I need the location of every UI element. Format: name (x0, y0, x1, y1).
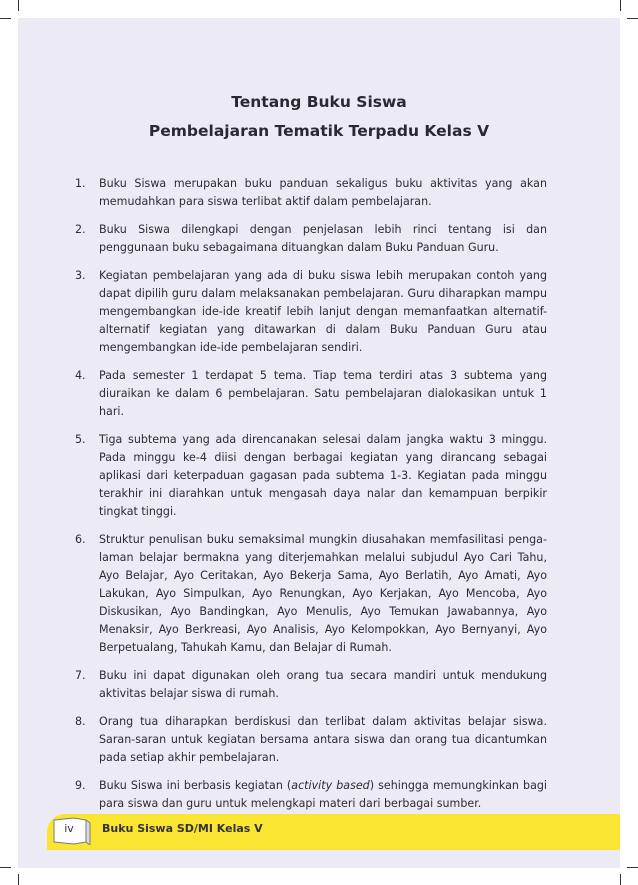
page-title: Tentang Buku Siswa (231, 93, 407, 111)
list-item-number: 9. (75, 779, 86, 792)
crop-mark-bottom-right-h (627, 867, 638, 868)
list-item (75, 777, 547, 813)
list-item (75, 431, 547, 521)
crop-mark-bottom-left-h (0, 867, 11, 868)
list-item-number: 2. (75, 223, 86, 236)
crop-mark-bottom-right-v (620, 874, 621, 885)
list-item-text: Tiga subtema yang ada direncanakan selesai dalam jangka waktu 3 minggu. Pada minggu ke-4 diisi dengan berbagai kegiatan yang dirancang sebagai aplikasi dari keterpaduan gagasan pada subtema 1-3. Kegiatan pada minggu terakhir ini diarahkan untuk mengasah daya nalar dan kemampuan berpikir tingkat tinggi. (99, 433, 547, 518)
crop-mark-top-right-h (627, 18, 638, 19)
list-item (75, 267, 547, 357)
list-item-number: 8. (75, 715, 86, 728)
list-item-text: Buku Siswa merupakan buku panduan sekaligus buku aktivitas yang akan memudahkan para siswa terlibat aktif dalam pembelajaran. (99, 177, 547, 208)
list-item (75, 367, 547, 421)
list-item-text: Struktur penulisan buku semaksimal mungkin diusahakan memfasilitasi penga-laman belajar bermakna yang diterjemahkan melalui subjudul Ayo Cari Tahu, Ayo Belajar, Ayo Ceritakan, Ayo Bekerja Sama, Ayo Berlatih, Ayo Amati, Ayo Lakukan, Ayo Simpulkan, Ayo Renungkan, Ayo Kerjakan, Ayo Mencoba, Ayo Diskusikan, Ayo Bandingkan, Ayo Menulis, Ayo Temukan Jawabannya, Ayo Menaksir, Ayo Berkreasi, Ayo Analisis, Ayo Kelompokkan, Ayo Bernyanyi, Ayo Berpetualang, Tahukah Kamu, dan Belajar di Rumah. (99, 533, 547, 654)
list-item (75, 667, 547, 703)
list-item (75, 531, 547, 657)
list-item-text-after: ) sehingga memungkinkan bagi para siswa dan guru untuk melengkapi materi dari berbagai sumber. (99, 779, 547, 810)
list-item-text: Kegiatan pembelajaran yang ada di buku siswa lebih merupakan contoh yang dapat dipilih guru dalam melaksanakan pembelajaran. Guru diharapkan mampu mengembangkan ide-ide kreatif lebih lanjut dengan memanfaatkan alternatif-alternatif kegiatan yang ditawarkan di dalam Buku Panduan Guru atau mengembangkan ide-ide pembelajaran sendiri. (99, 269, 547, 354)
info-list (75, 175, 547, 823)
list-item-text-before: Buku Siswa ini berbasis kegiatan ( (99, 779, 292, 792)
list-item-text-italic: activity based (291, 779, 370, 792)
crop-mark-top-right-v (620, 0, 621, 11)
crop-mark-bottom-left-v (18, 874, 19, 885)
list-item-number: 5. (75, 433, 86, 446)
crop-mark-top-left-h (0, 18, 11, 19)
list-item-text: Buku ini dapat digunakan oleh orang tua secara mandiri untuk mendukung aktivitas belajar siswa di rumah. (99, 669, 547, 700)
page-number: iv (64, 822, 74, 835)
footer-book-title: Buku Siswa SD/MI Kelas V (102, 822, 263, 835)
list-item-text: Orang tua diharapkan berdiskusi dan terlibat dalam aktivitas belajar siswa. Saran-saran untuk kegiatan bersama antara siswa dan orang tua dicantumkan pada setiap akhir pembelajaran. (99, 715, 547, 764)
list-item-text: Buku Siswa dilengkapi dengan penjelasan lebih rinci tentang isi dan penggunaan buku sebagaimana dituangkan dalam Buku Panduan Guru. (99, 223, 547, 254)
list-item-number: 7. (75, 669, 86, 682)
page-subtitle: Pembelajaran Tematik Terpadu Kelas V (148, 122, 490, 140)
list-item-text: Pada semester 1 terdapat 5 tema. Tiap tema terdiri atas 3 subtema yang diuraikan ke dalam 6 pembelajaran. Satu pembelajaran dialokasikan untuk 1 hari. (99, 369, 547, 418)
list-item-number: 4. (75, 369, 86, 382)
list-item (75, 713, 547, 767)
crop-mark-top-left-v (18, 0, 19, 11)
list-item-text (99, 779, 547, 810)
list-item-number: 6. (75, 533, 86, 546)
list-item-number: 3. (75, 269, 86, 282)
list-item-number: 1. (75, 177, 86, 190)
list-item (75, 221, 547, 257)
list-item (75, 175, 547, 211)
